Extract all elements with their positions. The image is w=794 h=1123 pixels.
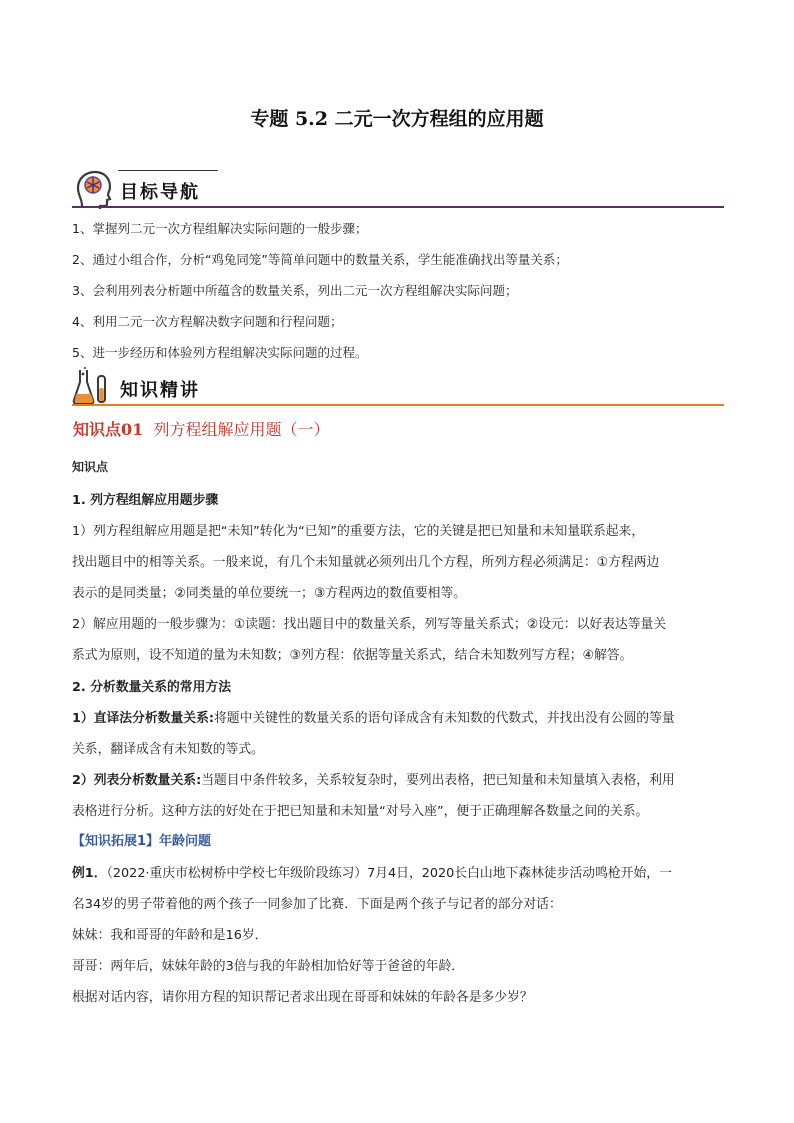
extension-title: 【知识拓展1】年龄问题 — [72, 834, 212, 849]
method-1-text: 将题中关键性的数量关系的语句译成含有未知数的代数式，并找出没有公圆的等量 — [214, 711, 675, 726]
knowledge-section-label: 知识精讲 — [120, 380, 200, 401]
dialog-sister: 妹妹：我和哥哥的年龄和是16岁． — [72, 928, 268, 943]
knowledge-point-name: 列方程组解应用题（一） — [153, 420, 330, 439]
knowledge-section-header — [72, 366, 724, 408]
knowledge-point-number: 知识点01 — [73, 420, 144, 439]
example-label: 例1． — [72, 866, 107, 881]
goal-section-rule — [72, 206, 724, 208]
method-2-label: 2）列表分析数量关系: — [72, 773, 202, 788]
example-line-1 — [72, 862, 672, 881]
goal-section-header — [72, 168, 724, 210]
method-1-line-1 — [72, 707, 675, 726]
heading-steps: 1. 列方程组解应用题步骤 — [72, 493, 219, 508]
paragraph-2-line-1: 2）解应用题的一般步骤为：①读题：找出题目中的数量关系，列写等量关系式；②设元：以好表达等量关 — [72, 617, 667, 632]
goal-section-label: 目标导航 — [120, 182, 200, 203]
heading-methods: 2. 分析数量关系的常用方法 — [72, 680, 231, 695]
paragraph-1-line-2: 找出题目中的相等关系。一般来说，有几个未知量就必须列出几个方程，所列方程必须满足：①方程两边 — [72, 555, 660, 570]
goal-item-1: 1、掌握列二元一次方程组解决实际问题的一般步骤； — [72, 221, 368, 236]
method-1-label: 1）直译法分析数量关系: — [72, 711, 214, 726]
paragraph-1-line-3: 表示的是同类量；②同类量的单位要统一；③方程两边的数值要相等。 — [72, 586, 467, 601]
method-1-line-2: 关系，翻译成含有未知数的等式。 — [72, 742, 264, 757]
paragraph-2-line-2: 系式为原则，设不知道的量为未知数；③列方程：依据等量关系式，结合未知数列写方程；④解答。 — [72, 648, 633, 663]
document-title: 专题 5.2 二元一次方程组的应用题 — [250, 108, 544, 130]
example-question: 根据对话内容，请你用方程的知识帮记者求出现在哥哥和妹妹的年龄各是多少岁？ — [72, 990, 533, 1005]
dialog-brother: 哥哥：两年后，妹妹年龄的3倍与我的年龄相加恰好等于爸爸的年龄． — [72, 959, 465, 974]
method-2-line-1 — [72, 769, 675, 788]
paragraph-1-line-1: 1）列方程组解应用题是把“未知”转化为“已知”的重要方法，它的关键是把已知量和未知量联系起来， — [72, 524, 645, 539]
goal-item-5: 5、进一步经历和体验列方程组解决实际问题的过程。 — [72, 345, 368, 360]
example-line-2: 名34岁的男子带着他的两个孩子一同参加了比赛．下面是两个孩子与记者的部分对话： — [72, 897, 562, 912]
knowledge-point-title — [73, 417, 329, 440]
method-2-line-2: 表格进行分析。这种方法的好处在于把已知量和未知量“对号入座”，便于正确理解各数量之间的关系。 — [72, 804, 649, 819]
knowledge-sub-label: 知识点 — [72, 460, 109, 474]
goal-item-2: 2、通过小组合作，分析“鸡兔同笼”等简单问题中的数量关系，学生能准确找出等量关系； — [72, 252, 568, 267]
example-text: （2022·重庆市松树桥中学校七年级阶段练习）7月4日，2020长白山地下森林徒步活动鸣枪开始，一 — [106, 866, 672, 881]
goal-item-3: 3、会利用列表分析题中所蕴含的数量关系，列出二元一次方程组解决实际问题； — [72, 283, 518, 298]
knowledge-section-rule — [72, 404, 724, 406]
method-2-text: 当题目中条件较多，关系较复杂时，要列出表格，把已知量和未知量填入表格，利用 — [201, 773, 675, 788]
goal-item-4: 4、利用二元一次方程解决数字问题和行程问题； — [72, 314, 343, 329]
